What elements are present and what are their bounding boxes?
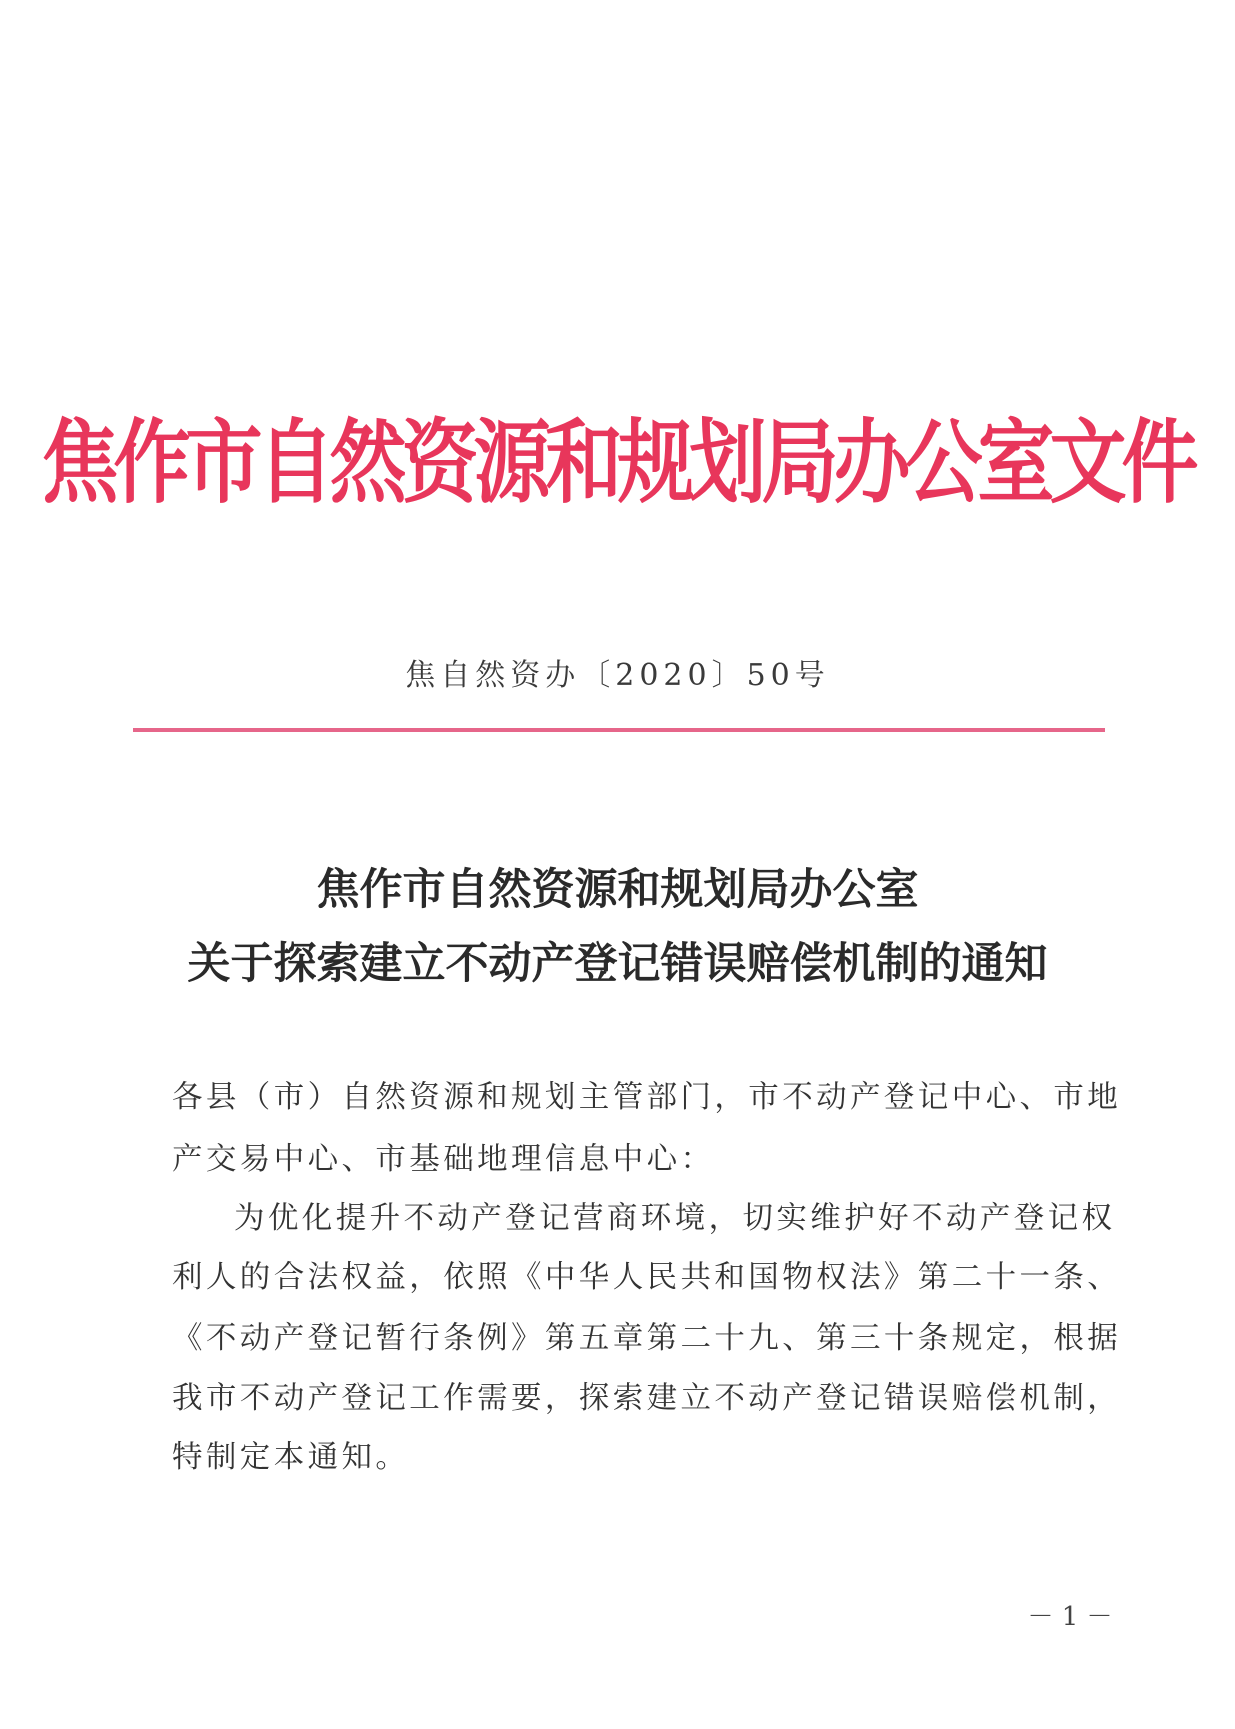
paragraph-line-5: 特制定本通知。 [172,1440,410,1475]
letterhead-title: 焦作市自然资源和规划局办公室文件 [41,409,1194,516]
document-number: 焦自然资办〔2020〕50号 [405,658,830,693]
paragraph-line-3: 《不动产登记暂行条例》第五章第二十九、第三十条规定，根据 [172,1321,1122,1356]
notice-title-line-1: 焦作市自然资源和规划局办公室 [316,865,919,915]
addressee-line-1: 各县（市）自然资源和规划主管部门，市不动产登记中心、市地 [172,1080,1122,1115]
paragraph-line-2: 利人的合法权益，依照《中华人民共和国物权法》第二十一条、 [172,1260,1122,1295]
red-divider-line [133,728,1105,732]
paragraph-line-4: 我市不动产登记工作需要，探索建立不动产登记错误赔偿机制， [172,1381,1122,1416]
paragraph-line-1: 为优化提升不动产登记营商环境，切实维护好不动产登记权 [234,1201,1116,1236]
page-number: － 1 － [1027,1602,1113,1632]
notice-title-line-2: 关于探索建立不动产登记错误赔偿机制的通知 [187,939,1048,989]
addressee-line-2: 产交易中心、市基础地理信息中心： [172,1142,715,1177]
